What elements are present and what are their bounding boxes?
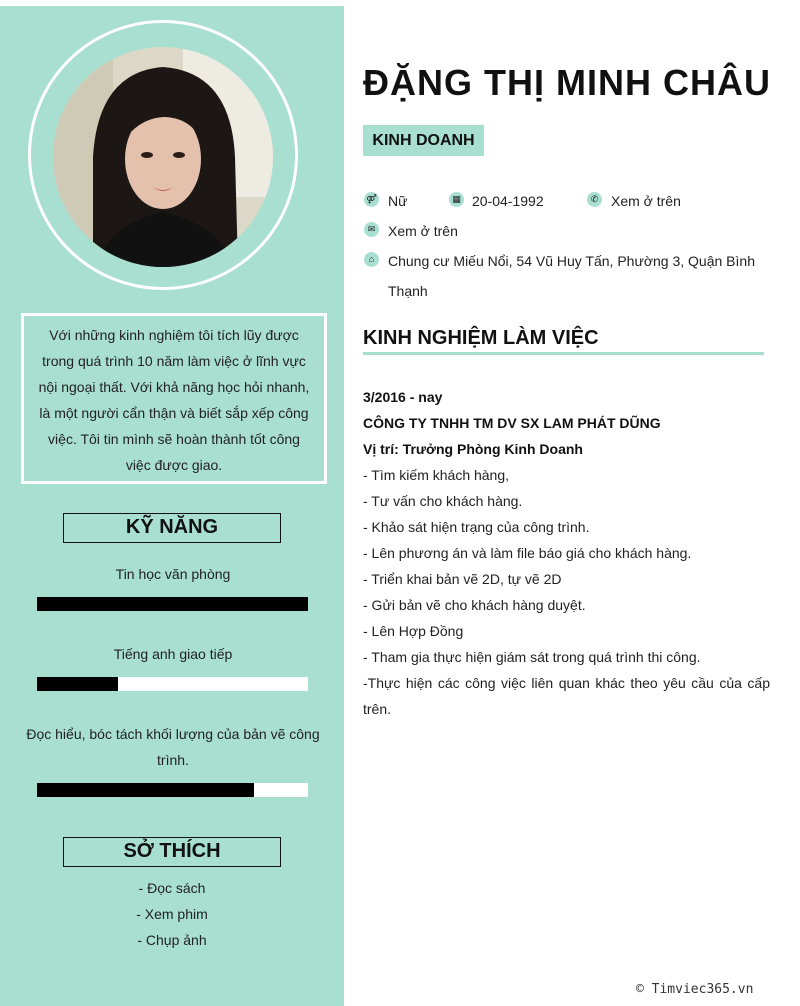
- experience-period: 3/2016 - nay: [363, 389, 443, 405]
- skill-name: Đọc hiểu, bóc tách khối lượng của bản vẽ công trình.: [26, 726, 320, 768]
- duty-item: - Lên Hợp Đồng: [363, 623, 464, 639]
- job-role-badge: KINH DOANH: [363, 125, 484, 156]
- duty-item: - Tư vấn cho khách hàng.: [363, 493, 523, 509]
- hobby-item: - Xem phim: [136, 906, 208, 922]
- experience-block: [363, 384, 770, 722]
- phone-value: Xem ở trên: [611, 193, 681, 209]
- skill-name: Tin học văn phòng: [115, 566, 231, 582]
- calendar-icon: ▦: [449, 192, 464, 207]
- duty-item: - Tìm kiếm khách hàng,: [363, 467, 510, 483]
- hobbies-title: SỞ THÍCH: [63, 837, 281, 867]
- address-value: Chung cư Miếu Nổi, 54 Vũ Huy Tấn, Phường 3, Quận Bình Thạnh: [388, 253, 755, 299]
- experience-title: KINH NGHIỆM LÀM VIỆC: [363, 327, 599, 349]
- skill-bar: [37, 677, 308, 691]
- dob-value: 20-04-1992: [472, 193, 544, 209]
- home-icon: ⌂: [364, 252, 379, 267]
- duty-item: -Thực hiện các công việc liên quan khác theo yêu cầu của cấp trên.: [363, 675, 770, 717]
- duty-item: - Khảo sát hiện trạng của công trình.: [363, 519, 590, 535]
- skills-title: KỸ NĂNG: [63, 513, 281, 543]
- experience-position: Vị trí: Trưởng Phòng Kinh Doanh: [363, 441, 583, 457]
- hobby-item: - Chụp ảnh: [137, 932, 207, 948]
- avatar: [53, 47, 273, 267]
- footer-watermark: © Timviec365.vn: [636, 982, 754, 997]
- gender-icon: ⚤: [364, 192, 379, 207]
- full-name: ĐẶNG THỊ MINH CHÂU: [363, 62, 771, 103]
- skill-bar: [37, 597, 308, 611]
- duty-item: - Tham gia thực hiện giám sát trong quá trình thi công.: [363, 649, 701, 665]
- skill-name: Tiếng anh giao tiếp: [113, 646, 233, 662]
- duty-item: - Gửi bản vẽ cho khách hàng duyệt.: [363, 597, 586, 613]
- phone-icon: ✆: [587, 192, 602, 207]
- experience-divider: [363, 352, 764, 355]
- experience-company: CÔNG TY TNHH TM DV SX LAM PHÁT DŨNG: [363, 415, 661, 431]
- skill-bar-fill: [37, 783, 254, 797]
- summary-text: Với những kinh nghiệm tôi tích lũy được trong quá trình 10 năm làm việc ở lĩnh vực nội ngoại thất. Với khả năng học hỏi nhanh, là một người cẩn thận và biết sắp xếp công việc. Tôi tin mình sẽ hoàn thành tốt công việc được giao.: [21, 313, 327, 484]
- duty-item: - Lên phương án và làm file báo giá cho khách hàng.: [363, 545, 692, 561]
- skill-bar-fill: [37, 677, 118, 691]
- hobby-item: - Đọc sách: [138, 880, 206, 896]
- gender-value: Nữ: [388, 193, 408, 209]
- skill-bar-fill: [37, 597, 308, 611]
- email-value: Xem ở trên: [388, 223, 458, 239]
- duty-item: - Triển khai bản vẽ 2D, tự vẽ 2D: [363, 571, 562, 587]
- mail-icon: ✉: [364, 222, 379, 237]
- skill-bar: [37, 783, 308, 797]
